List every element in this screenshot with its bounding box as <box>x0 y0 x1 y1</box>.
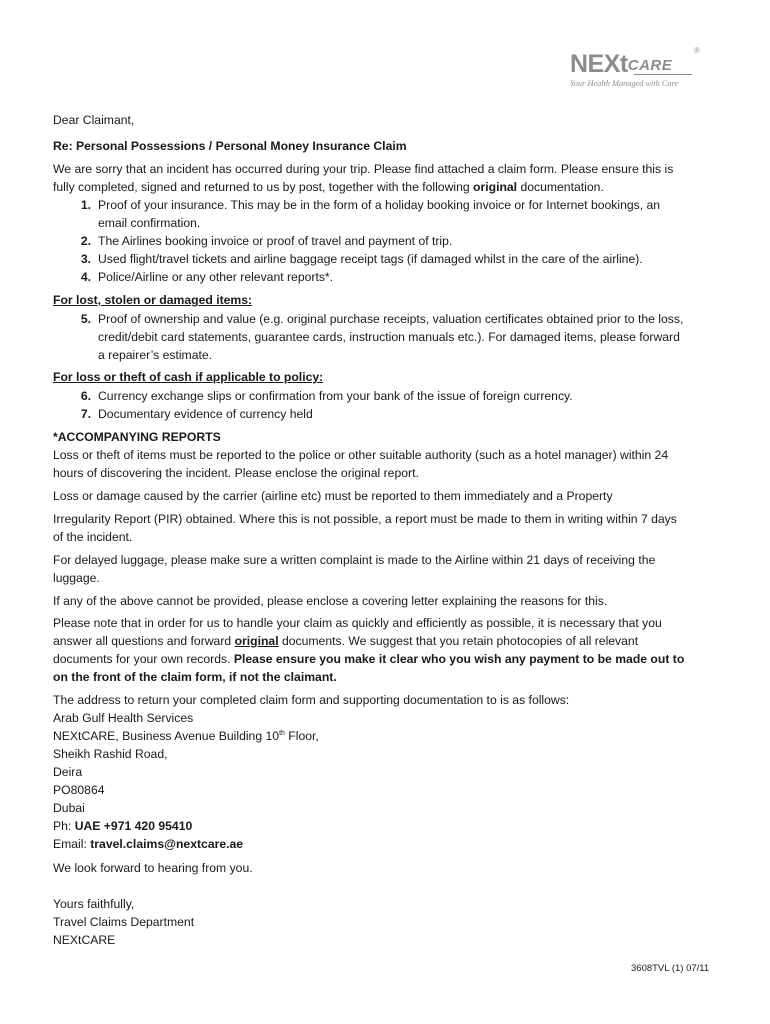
registered-mark: ® <box>694 46 700 55</box>
heading-cash: For loss or theft of cash if applicable to policy: <box>53 370 324 384</box>
sign-off: Yours faithfully, <box>53 897 135 911</box>
list-number: 6. <box>80 389 91 403</box>
logo-tagline: Your Health Managed with Care <box>570 79 679 88</box>
logo-wordmark <box>570 52 672 80</box>
list-item-4: Police/Airline or any other relevant reports*. <box>98 270 334 284</box>
note-text-end: documents. We suggest that you retain photocopies of all relevant <box>278 634 639 648</box>
address-line-2 <box>53 728 319 744</box>
reports-para-3: Irregularity Report (PIR) obtained. Where this is not possible, a report must be made to them in writing within 7 days <box>53 512 677 526</box>
list-number: 4. <box>80 270 91 284</box>
phone-line <box>53 818 192 834</box>
note-text: documents for your own records. <box>53 652 234 666</box>
list-number: 2. <box>80 234 91 248</box>
list-item-5-cont: a repairer’s estimate. <box>98 348 213 362</box>
reports-para-1: Loss or theft of items must be reported to the police or other suitable authority (such as a hotel manager) within 24 <box>53 448 669 462</box>
salutation: Dear Claimant, <box>53 113 135 127</box>
intro-line-2 <box>53 179 604 195</box>
list-item-6: Currency exchange slips or confirmation from your bank of the issue of foreign currency. <box>98 389 573 403</box>
logo-rule <box>634 74 692 75</box>
phone-label: Ph: <box>53 819 75 833</box>
email-line <box>53 836 243 852</box>
department: Travel Claims Department <box>53 915 195 929</box>
list-item-3: Used flight/travel tickets and airline baggage receipt tags (if damaged whilst in the care of the airline). <box>98 252 643 266</box>
ordinal-suffix: th <box>279 729 285 737</box>
form-code: 3608TVL (1) 07/11 <box>631 963 710 974</box>
list-item-1-cont: email confirmation. <box>98 216 201 230</box>
reports-para-1-cont: hours of discovering the incident. Please enclose the original report. <box>53 466 419 480</box>
reports-para-2: Loss or damage caused by the carrier (airline etc) must be reported to them immediately and a Property <box>53 489 613 503</box>
note-para-3 <box>53 651 684 667</box>
note-emphasis: Please ensure you make it clear who you wish any payment to be made out to <box>233 652 685 666</box>
note-emphasis: original <box>234 634 279 648</box>
address-text: NEXtCARE, Business Avenue Building 10 <box>53 729 280 743</box>
logo-brand-care: CARE <box>627 57 673 74</box>
email-address: travel.claims@nextcare.ae <box>90 837 244 851</box>
address-line-5: PO80864 <box>53 783 105 797</box>
address-text: Floor, <box>284 729 319 743</box>
covering-letter-para: If any of the above cannot be provided, please enclose a covering letter explaining the reasons for this. <box>53 594 608 608</box>
delayed-para: For delayed luggage, please make sure a written complaint is made to the Airline within 21 days of receiving the <box>53 553 656 567</box>
note-text: answer all questions and forward <box>53 634 235 648</box>
address-line-3: Sheikh Rashid Road, <box>53 747 168 761</box>
email-label: Email: <box>53 837 91 851</box>
subject-line: Re: Personal Possessions / Personal Money Insurance Claim <box>53 139 407 153</box>
list-number: 7. <box>80 407 91 421</box>
closing-line: We look forward to hearing from you. <box>53 861 253 875</box>
note-para-1: Please note that in order for us to handle your claim as quickly and efficiently as possible, it is necessary that you <box>53 616 662 630</box>
list-item-5-cont: credit/debit card statements, guarantee cards, instruction manuals etc.). For damaged items, please forward <box>98 330 680 344</box>
intro-line-1: We are sorry that an incident has occurred during your trip. Please find attached a claim form. Please ensure this is <box>53 162 674 176</box>
list-item-2: The Airlines booking invoice or proof of travel and payment of trip. <box>98 234 453 248</box>
list-item-5: Proof of ownership and value (e.g. original purchase receipts, valuation certificates obtained prior to the loss, <box>98 312 684 326</box>
delayed-para-cont: luggage. <box>53 571 100 585</box>
nextcare-logo <box>566 46 706 92</box>
address-intro: The address to return your completed claim form and supporting documentation to is as follows: <box>53 693 570 707</box>
phone-number: UAE +971 420 95410 <box>74 819 193 833</box>
intro-emphasis: original <box>473 180 518 194</box>
logo-brand-main: NEXt <box>570 50 628 78</box>
company-name: NEXtCARE <box>53 933 116 947</box>
intro-text-end: documentation. <box>517 180 604 194</box>
note-para-2 <box>53 633 638 649</box>
heading-lost-items: For lost, stolen or damaged items: <box>53 293 253 307</box>
intro-text: fully completed, signed and returned to us by post, together with the following <box>53 180 474 194</box>
list-number: 5. <box>80 312 91 326</box>
list-number: 3. <box>80 252 91 266</box>
reports-para-3-cont: of the incident. <box>53 530 133 544</box>
note-para-4: on the front of the claim form, if not the claimant. <box>53 670 337 684</box>
address-line-4: Deira <box>53 765 83 779</box>
heading-reports: *ACCOMPANYING REPORTS <box>53 430 221 444</box>
list-item-7: Documentary evidence of currency held <box>98 407 313 421</box>
list-number: 1. <box>80 198 91 212</box>
address-line-6: Dubai <box>53 801 85 815</box>
address-line-1: Arab Gulf Health Services <box>53 711 194 725</box>
list-item-1: Proof of your insurance. This may be in the form of a holiday booking invoice or for Internet bookings, an <box>98 198 661 212</box>
